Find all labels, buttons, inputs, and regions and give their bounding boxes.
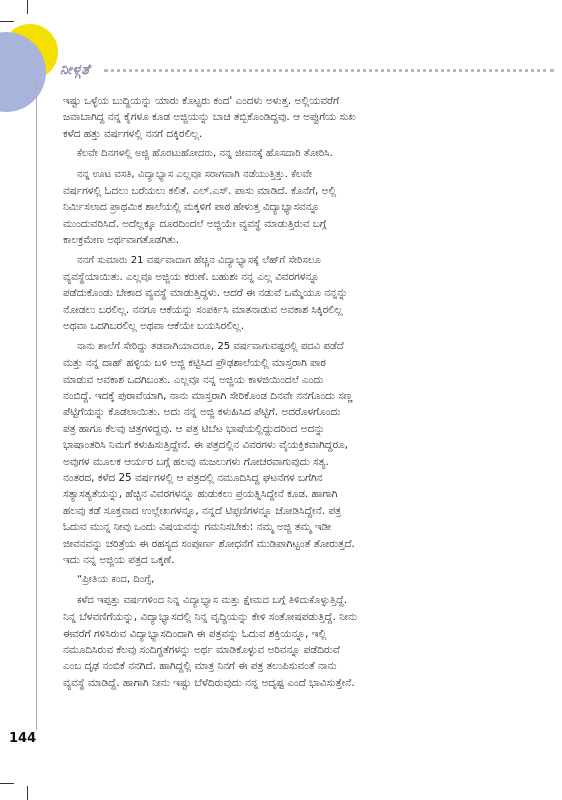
crop-mark (0, 783, 14, 784)
header-dotted-rule (104, 69, 554, 72)
text-line: ಪೆಟ್ಟಿಗೆಯನ್ನು ಕೊಡಲಾಯಿತು. ಅದು ನನ್ನ ಅಜ್ಜಿ ಕಳುಹಿಸಿದ ಪೆಟ್ಟಿಗೆ. ಅದರೊಳಗೊಂದು (63, 406, 341, 419)
text-line: “ಪ್ರೀತಿಯ ಕಂದ, ದಿಂಗ್ಸೆ, (77, 574, 155, 586)
body-text (63, 93, 545, 691)
text-line: ಕಳೆದ ಹತ್ತು ವರ್ಷಗಳಲ್ಲಿ ನನಗೆ ದಕ್ಕಿರಲಿಲ್ಲ. (63, 127, 203, 140)
paragraph (63, 572, 545, 588)
text-line: ವ್ಯವಸ್ಥೆ ಮಾಡಿದ್ದೆ. ಹಾಗಾಗಿ ನೀನು ಇಷ್ಟು ಬೆಳೆದಿರುವುದು ನನ್ನ ಅದೃಷ್ಟ ಎಂದೆ ಭಾವಿಸುತ್ತೇನೆ. (63, 676, 355, 689)
text-line: ಅಥವಾ ಒದಗಿಬರಲಿಲ್ಲ ಅಥವಾ ಆಕೆಯೇ ಬಯಸಿರಲಿಲ್ಲ. (63, 320, 245, 333)
text-line: ಭಾಷಾಂತರಿಸಿ ನಿಮಗೆ ಕಳುಹಿಸುತ್ತಿದ್ದೇನೆ. ಈ ಪತ್ರದಲ್ಲಿನ ವಿವರಗಳು ವೈಯಕ್ತಿಕವಾಗಿದ್ದರೂ, (63, 439, 348, 452)
text-line: ಪಡೆದುಕೊಂಡು ಬೇಕಾದ ವ್ಯವಸ್ಥೆ ಮಾಡುತ್ತಿದ್ದಳು. ಆದರೆ ಈ ನಡುವೆ ಒಮ್ಮೆಯೂ ನನ್ನನ್ನು (63, 287, 348, 300)
text-line: ಜೀವನವನ್ನು ಚರಿತ್ರೆಯ ಈ ರಹಸ್ಯದ ಸಂಪೂರ್ಣ ಶೋಧನೆಗೆ ಮುಡಿಪಾಗಿಟ್ಟಂತೆ ತೋರುತ್ತದೆ. (63, 537, 355, 550)
margin-rule (36, 80, 37, 730)
text-line: ಅವುಗಳ ಮೂಲಕ ಆರ್ಯರ ಬಗ್ಗೆ ಹಲವು ಮಜಲುಗಳು ಗೋಚರವಾಗುವುದು ಸತ್ಯ. (63, 455, 329, 468)
text-line: ಕಳೆದ ಇಪ್ಪತ್ತು ವರ್ಷಗಳಿಂದ ನಿನ್ನ ವಿದ್ಯಾಭ್ಯಾಸ ಮತ್ತು ಕ್ಷೇಮದ ಬಗ್ಗೆ ತಿಳಿದುಕೊಳ್ಳುತ್ತಿದ್ದೆ. (77, 594, 348, 606)
text-line: ನಂತರದ, ಕಳೆದ 25 ವರ್ಷಗಳಲ್ಲಿ ಆ ಪತ್ರದಲ್ಲಿ ನಮೂದಿಸಿದ್ದ ಘಟನೆಗಳ ಬಗೆಗಿನ (63, 471, 323, 484)
paragraph (63, 93, 545, 142)
text-line: ಜವಾಬಾಗಿದ್ದ ನನ್ನ ಕೈಗಳೂ ಕೂಡ ಅಜ್ಜಿಯನ್ನು ಬಾಚಿ ತಬ್ಬಿಕೊಂಡಿದ್ದವು. ಆ ಅಪ್ಪುಗೆಯ ಸುಖ (63, 111, 356, 124)
text-line: ವರ್ಷಗಳಲ್ಲಿ ಓದಲು ಬರೆಯಲು ಕಲಿತೆ. ಎಲ್.ಎಸ್. ಪಾಸು ಮಾಡಿದೆ. ಕೊನೆಗೆ, ಅಲ್ಲಿ (63, 185, 337, 198)
paragraph (63, 593, 545, 691)
text-line: ಕಾಲಕ್ರಮೇಣ ಅರ್ಥವಾಗತೊಡಗಿತು. (63, 234, 180, 247)
text-line: ನಿನ್ನ ಬೆಳವಣಿಗೆಯನ್ನು, ವಿದ್ಯಾಭ್ಯಾಸದಲ್ಲಿ ನಿನ್ನ ವೃದ್ಧಿಯನ್ನು ಕೇಳಿ ಸಂತೋಷಪಡುತ್ತಿದ್ದೆ. ನೀನು (63, 611, 358, 624)
paragraph (63, 253, 545, 335)
text-line: ನಮೂದಿಸಿರುವ ಕೆಲವು ಸಂದಿಗ್ಧತೆಗಳನ್ನು ಅರ್ಥ ಮಾಡಿಕೊಳ್ಳುವ ಅರಿವನ್ನೂ ಪಡೆದಿರುವೆ (63, 644, 340, 656)
text-line: ಸತ್ಯಾಸತ್ಯತೆಯನ್ನು, ಹೆಚ್ಚಿನ ವಿವರಗಳನ್ನೂ ಹುಡುಕಲು ಪ್ರಯತ್ನಿಸಿದ್ದೇನೆ ಕೂಡ. ಹಾಗಾಗಿ (63, 488, 338, 501)
text-line: ನಿರ್ಮಿಸಲಾದ ಪ್ರಾಥಮಿಕ ಶಾಲೆಯಲ್ಲಿ ಮಕ್ಕಳಿಗೆ ಪಾಠ ಹೇಳುತ್ತ ವಿದ್ಯಾಭ್ಯಾಸವನ್ನೂ (63, 201, 320, 214)
text-line: ನನ್ನ ಊಟ ವಸತಿ, ವಿದ್ಯಾಭ್ಯಾಸ ಎಲ್ಲವೂ ಸರಾಗವಾಗಿ ನಡೆಯುತ್ತಿತ್ತು. ಕೆಲವೇ (77, 168, 313, 180)
text-line: ನಾನು ಶಾಲೆಗೆ ಸೇರಿದ್ದು ತಡವಾಗಿಯಾದರೂ, 25 ವರ್ಷವಾಗುವಷ್ಟರಲ್ಲಿ ಪದವಿ ಪಡೆದೆ (77, 340, 344, 352)
text-line: ಹಲವು ಕಡೆ ಸೂಕ್ತವಾದ ಉಲ್ಲೇಖಗಳನ್ನೂ, ನನ್ನದೆ ಟಿಪ್ಪಣಿಗಳನ್ನೂ ಜೋಡಿಸಿದ್ದೇನೆ. ಪತ್ರ (63, 504, 341, 517)
text-line: ಎಂಬ ದೃಢ ನಂಬಿಕೆ ನನಗಿದೆ. ಹಾಗಿದ್ದಲ್ಲಿ ಮಾತ್ರ ನಿನಗೆ ಈ ಪತ್ರ ತಲುಪಿಸುವಂತೆ ನಾನು (63, 660, 337, 673)
text-line: ನನಗೆ ಸುಮಾರು 21 ವರ್ಷವಾದಾಗ ಹೆಚ್ಚಿನ ವಿದ್ಯಾಭ್ಯಾಸಕ್ಕೆ ಲೆಹ್‌ಗೆ ಸೇರಿಸಲೂ (77, 254, 321, 266)
crop-mark (27, 786, 28, 800)
paragraph (63, 146, 545, 162)
paragraph (63, 339, 545, 569)
text-line: ನಂಬಿದ್ದೆ. ಇದಕ್ಕೆ ಪುರಾವೆಯಾಗಿ, ನಾನು ಮಾಸ್ತರಾಗಿ ಸೇರಿಕೊಂಡ ದಿನವೇ ನನಗೊಂದು ಸಣ್ಣ (63, 389, 353, 402)
page-number: 144 (9, 731, 37, 746)
text-line: ಮಾಡುವ ಅವಕಾಶ ಒದಗಿಬಂತು. ಎಲ್ಲವೂ ನನ್ನ ಅಜ್ಜಿಯ ಕಾಳಜಿಯಿಂದಲೆ ಎಂದು (63, 373, 324, 386)
text-line: ಈವರೆಗೆ ಗಳಿಸಿರುವ ವಿದ್ಯಾಭ್ಯಾಸದಿಂದಾಗಿ ಈ ಪತ್ರವನ್ನು ಓದುವ ಶಕ್ತಿಯನ್ನೂ, ಇಲ್ಲಿ (63, 627, 327, 640)
text-line: ಮುಂದುವರಿಸಿದೆ. ಅದೆಲ್ಲಕ್ಕೂ ದೂರದಿಂದಲೆ ಅಜ್ಜಿಯೇ ವ್ಯವಸ್ಥೆ ಮಾಡುತ್ತಿರುವ ಬಗ್ಗೆ (63, 217, 327, 230)
paragraph (63, 167, 545, 249)
text-line: ಮತ್ತು ನನ್ನ ದಾಹ್ ಹಳ್ಳಿಯ ಬಳಿ ಅಜ್ಜಿ ಕಟ್ಟಿಸಿದ ಪ್ರೌಢಶಾಲೆಯಲ್ಲಿ ಮಾಸ್ತರಾಗಿ ಪಾಠ (63, 357, 326, 370)
text-line: ಇದು ನನ್ನ ಅಜ್ಜಿಯ ಪತ್ರದ ಒಕ್ಕಣೆ. (63, 553, 175, 566)
text-line: ಇಷ್ಟು ಒಳ್ಳೆಯ ಬುದ್ಧಿಯನ್ನು ಯಾರು ಕೊಟ್ಟರು ಕಂದ' ಎಂದಳು ಅಳುತ್ತ. ಅಲ್ಲಿಯವರೆಗೆ (63, 95, 339, 107)
text-line: ಪತ್ರ ಹಾಗೂ ಕೆಲವು ಚಿತ್ರಗಳಿದ್ದವು. ಆ ಪತ್ರ ಟಿಬೆಟ ಭಾಷೆಯಲ್ಲಿದ್ದುದರಿಂದ ಅದನ್ನು (63, 422, 325, 435)
text-line: ಓದುವ ಮುನ್ನ ನೀವು ಒಂದು ವಿಷಯವನ್ನು ಗಮನಿಸಬೇಕು: ನಮ್ಮ ಅಜ್ಜಿ ತಮ್ಮ ಇಡೀ (63, 521, 332, 534)
text-line: ವ್ಯವಸ್ಥೆಯಾಯಿತು. ಎಲ್ಲವೂ ಅಜ್ಜಿಯ ಕರುಣೆ. ಬಹುಶಃ ನನ್ನ ಎಲ್ಲ ವಿವರಗಳನ್ನೂ (63, 271, 320, 284)
text-line: ನೋಡಲು ಬರಲಿಲ್ಲ. ನನಗೂ ಆಕೆಯನ್ನು ಸಂಪರ್ಕಿಸಿ ಮಾತನಾಡುವ ಅವಕಾಶ ಸಿಕ್ಕಿರಲಿಲ್ಲ (63, 303, 343, 316)
text-line: ಕೆಲವೇ ದಿನಗಳಲ್ಲಿ ಅಜ್ಜಿ ಹೊರಟುಹೋದರು, ನನ್ನ ಜೀವನಕ್ಕೆ ಹೊಸದಾರಿ ತೋರಿಸಿ. (77, 148, 333, 160)
section-header-title: ನೀಳ್ಗತೆ (60, 62, 90, 78)
